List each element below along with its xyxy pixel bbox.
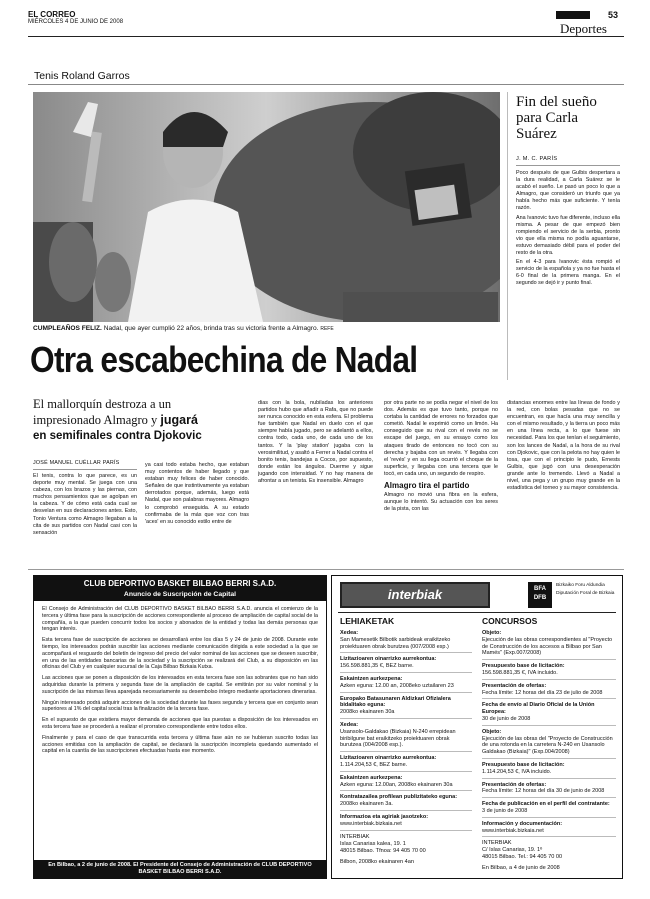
tender-row-label: Europako Batasunaren Aldizkari Ofizialera bidalitako eguna: xyxy=(340,695,451,709)
tender-row xyxy=(340,775,472,792)
tender-row xyxy=(340,722,472,752)
interbiak-banner-text: interbiak xyxy=(387,587,443,602)
tender-row-label: Presentación de ofertas: xyxy=(482,781,547,788)
ad-left-paragraph: El Consejo de Administración del CLUB DEPORTIVO BASKET BILBAO BERRI S.A.D. anuncia el comienzo de la tercera y última fase para la suscripción de acciones correspondiente al proceso de ampliación de capital social de la compañía, a la que pueden concurrir todos los socios y abonados de la entidad y todas las demás personas que tengan interés. xyxy=(42,606,318,633)
sidebar-byline-rule xyxy=(516,165,620,166)
date-spanish: En Bilbao, a 4 de junio de 2008 xyxy=(482,865,560,872)
tender-row-label: Información y documentación: xyxy=(482,820,563,827)
ad-left-paragraph: Esta tercera fase de suscripción de acciones se desarrollará entre los días 5 y 24 de junio de 2008. Durante este tiempo, los interesados podrán suscribir las acciones mediante comunicación dirigida a este sociedad a la que se acompañará el resguardo del boletín de ingreso del precio del valor nominal de las acciones que se deseen suscribir, en una de las entidades bancarias de la sociedad y la suscripción se realizará del Club, a su disposición en las oficinas del Club y en cualquier sucursal de la Caja Bilbao Bizkaia Kutxa. xyxy=(42,637,318,671)
ad-left-subtitle: Anuncio de Suscripción de Capital xyxy=(34,589,326,601)
ad-right-column-spanish xyxy=(482,616,616,871)
ad-left-body xyxy=(42,606,318,759)
tender-row-label: Presupuesto base de licitación: xyxy=(482,761,565,768)
sidebar-headline-line-3: Suárez xyxy=(516,126,557,142)
tender-row xyxy=(340,696,472,719)
bfa-logo-caption-1: Bizkaiko Foru Aldundia xyxy=(556,583,605,588)
tender-row-text: San Mamesetik Bilbotik sarbideak eraikitzeko proiektuaren obrak burutzea (007/2008 esp.) xyxy=(340,636,451,650)
tender-row xyxy=(340,656,472,673)
address-basque xyxy=(340,834,472,855)
ad-left-paragraph: Ningún interesado podrá adquirir acciones de la sociedad durante las fases segunda y tercera que en conjunto sean superiores al 1% del capital social tras la finalización de la tercera fase. xyxy=(42,699,318,713)
sidebar xyxy=(507,92,621,380)
tender-row-label: Eskaintzen aurkezpena: xyxy=(340,774,403,781)
tender-row-text: 1.114.204,53 €, BEZ barne. xyxy=(340,761,408,768)
tender-row-text: 156.598.881,35 €, BEZ barne. xyxy=(340,663,414,670)
nadal-photo xyxy=(33,92,500,322)
tender-row-text: Fecha límite: 12 horas del día 30 de junio de 2008 xyxy=(482,788,605,795)
photo-caption xyxy=(33,325,500,333)
tender-row xyxy=(482,821,616,838)
ads-top-rule xyxy=(28,569,624,570)
page-number: 53 xyxy=(608,10,619,20)
bfa-logo-caption-2: Diputación Foral de Bizkaia xyxy=(556,591,615,596)
bfa-logo-caption xyxy=(556,583,618,597)
article-column-1 xyxy=(33,473,137,565)
inline-subhead: Almagro tira el partido xyxy=(384,481,470,491)
address-line: C/ Islas Canarias, 19. 1º xyxy=(482,847,543,854)
address-line: Islas Canarias kalea, 19. 1 xyxy=(340,840,406,847)
tender-row-text: Fecha límite: 12 horas del día 23 de julio de 2008 xyxy=(482,689,603,696)
page-number-box xyxy=(556,11,590,19)
tender-row-text: 2008ko ekainaren 30a xyxy=(340,709,395,716)
masthead xyxy=(28,10,624,34)
sidebar-headline-line-2: para Carla xyxy=(516,110,579,126)
article-byline: JOSÉ MANUEL CUÉLLAR PARÍS xyxy=(33,460,120,466)
article-paragraph: ya casi todo estaba hecho, que estaban muy contentos de haber llegado y que estaban muy felices de haber conocido. Señales de que instintivamente ya estaban derrotados porque, además, luego está Nadal, que son palabras mayores. Almagro lo comprobó enseguida. A su estado confirmaba de la más que voz con tras 'aces' en su conocido estilo entre de xyxy=(145,462,249,525)
tender-row-label: Fecha de envío al Diario Oficial de la Unión Europea: xyxy=(482,702,595,716)
sidebar-paragraph: En el 4-3 para Ivanovic ésta rompió el servicio de la española y ya no fue hasta el 6-0 final de la primera manga. En el segundo se dejó ir y punto final. xyxy=(516,259,620,287)
caption-lead: CUMPLEAÑOS FELIZ. xyxy=(33,325,102,332)
article-paragraph: distancias enormes entre las líneas de fondo y la red, con bolas pesadas que no se encuentran, es que hacía una muy sencilla y con el mismo resultado, y la tierra un poco más en una línea recta, a lo que fuese sin necesidad. Para los que tenían el seguimiento, son los lances de Nadal, a la hora de su rival con Djokovic, que con la pelota no hay quien le tosa, que con el principio le pudo, Ernests Gulbis, que jugó con una desesperación grande ante lo tremendo. Llevó a Nadal a nivel, una pega y un grupo muy grande en la estadística del torneo y su mayor consistencia. xyxy=(507,400,620,492)
tender-row-label: Informazioa eta agiriak jasotzeko: xyxy=(340,813,429,820)
tender-row xyxy=(482,630,616,660)
bfa-logo-text: BFA DFB xyxy=(533,586,547,601)
issue-date: MIÉRCOLES 4 DE JUNIO DE 2008 xyxy=(28,19,124,25)
address-spanish xyxy=(482,840,616,861)
tender-row xyxy=(340,676,472,693)
ad-right-header-rule xyxy=(338,612,616,613)
tender-row-label: Fecha de publicación en el perfil del contratante: xyxy=(482,801,610,808)
tender-row xyxy=(340,630,472,653)
kicker-rule xyxy=(28,84,624,85)
tender-row-label: Presupuesto base de licitación: xyxy=(482,663,565,670)
tender-row-label: Objeto: xyxy=(482,630,502,636)
tender-row-text: 1.114.204,53 €, IVA incluido. xyxy=(482,768,552,775)
article-paragraph: Almagro no movió una fibra en la esfera, aunque lo intentó. Su actuación con los seres de la pista, con las xyxy=(384,492,498,513)
section-kicker: Tenis Roland Garros xyxy=(34,70,130,82)
bfa-logo-box xyxy=(528,582,552,608)
date-basque: Bilbon, 2008ko ekainaren 4an xyxy=(340,858,415,865)
ad-interbiak xyxy=(331,575,623,879)
address-line: INTERBIAK xyxy=(482,840,512,847)
sidebar-byline: J. M. C. PARÍS xyxy=(516,156,558,162)
tender-row xyxy=(482,663,616,680)
paper-name: EL CORREO xyxy=(28,10,76,19)
masthead-rule xyxy=(28,36,624,37)
tender-row-text: 3 de junio de 2008 xyxy=(482,807,528,814)
tender-row-text: www.interbiak.bizkaia.net xyxy=(482,827,544,834)
tender-row xyxy=(482,702,616,725)
tender-row-text: Ejecución de las obras correspondientes al "Proyecto de Construcción de los accesos a Bilbao por San Mamés" (Exp.007/2008) xyxy=(482,636,613,657)
concursos-title: CONCURSOS xyxy=(482,616,538,626)
subhead-line-2-wrap xyxy=(33,412,258,428)
ad-right-column-basque xyxy=(340,616,472,865)
tender-row-text: 2008ko ekainaren 3a. xyxy=(340,801,393,808)
address-line: 48015 Bilbao. Tfnoa: 94 405 70 00 xyxy=(340,847,426,854)
tender-row xyxy=(340,814,472,831)
sidebar-headline xyxy=(516,94,597,142)
sidebar-paragraph: Poco después de que Gulbis despertara a la dura realidad, a Carla Suárez se le acabó el sueño. Le pasó un poco lo que a Almagro, que consideró un triunfo que ya había hecho más que suficiente. Y tenía razón. xyxy=(516,170,620,212)
tender-row xyxy=(482,801,616,818)
subhead-line-4: en semifinales contra Djokovic xyxy=(33,430,202,442)
article-byline-rule xyxy=(33,469,137,470)
tender-row-label: Lizitazioaren oinarrizko aurrekontua: xyxy=(340,755,437,762)
ad-left-signature: En Bilbao, a 2 de junio de 2008. El Presidente del Consejo de Administración de CLUB DEPORTIVO BASKET BILBAO BERRI S.A.D. xyxy=(34,860,326,878)
ad-left-paragraph: En el supuesto de que existiera mayor demanda de acciones que las puestas a disposición de los interesados en esta tercera fase se procederá a realizar el prorrateo correspondiente entre todos ellos. xyxy=(42,717,318,730)
section-name: Deportes xyxy=(560,21,607,36)
ad-left-paragraph: Finalmente y para el caso de que transcurrida esta tercera y última fase aún no se hubieran suscrito todas las acciones emitidas con la ampliación de capital, se declarará la suscripción incompleta quedando aumentado el capital en la cuantía de las suscripciones efectuadas hasta ese momento. xyxy=(42,734,318,755)
tender-row-label: Eskaintzen aurkezpena: xyxy=(340,675,403,682)
sidebar-headline-line-1: Fin del sueño xyxy=(516,94,597,110)
sidebar-body xyxy=(516,170,620,290)
tender-row-text: www.interbiak.bizkaia.net xyxy=(340,820,402,827)
tender-row xyxy=(482,729,616,759)
address-line: 48015 Bilbao. Tel.: 94 405 70 00 xyxy=(482,854,563,861)
article-column-4 xyxy=(384,400,498,565)
tender-row-label: Presentación de ofertas: xyxy=(482,682,547,689)
tender-row-text: 156.598.881,35 €, IVA incluido. xyxy=(482,669,558,676)
tender-row xyxy=(482,782,616,799)
tender-row xyxy=(482,762,616,779)
lehiaketak-title: LEHIAKETAK xyxy=(340,616,395,626)
ad-left-paragraph: Las acciones que se ponen a disposición de los interesados en esta tercera fase son las sobrantes que no han sido adquiridas durante la primera y segunda fase de la ampliación de capital. Se emitirán por su valor nominal y la suscripción de las mismas lleva aparejada necesariamente su desembolso íntegro mediante aportaciones dinerarias. xyxy=(42,675,318,695)
sidebar-paragraph: Ana Ivanovic tuvo fue diferente, incluso ella misma. A pesar de que empezó bien rompiendo el servicio de la serbia, pronto vio que ella misma no podía aguantarse, estuvo demasiado débil para el poder del resto de la otra. xyxy=(516,214,620,257)
article-column-5 xyxy=(507,400,620,565)
tender-row-text: 30 de junio de 2008 xyxy=(482,715,531,722)
headline: Otra escabechina de Nadal xyxy=(30,339,418,380)
tender-row-label: Xedea: xyxy=(340,721,359,728)
tender-row-text: Azken eguna: 12.00 an, 2008eko uztailaren 23 xyxy=(340,682,454,689)
tender-row-text: Azken eguna: 12.00an, 2008ko ekainaren 30a xyxy=(340,781,453,788)
tender-row-text: Usansolo-Galdakao (Bizkaia) N-240 errepidean biribilgune bat eraikitzeko proiektuaren obrak burutzea (004/2008 esp.). xyxy=(340,728,456,749)
tender-row-label: Lizitazioaren oinarrizko aurrekontua: xyxy=(340,656,437,663)
ad-left-title: CLUB DEPORTIVO BASKET BILBAO BERRI S.A.D. xyxy=(34,576,326,589)
tender-row xyxy=(340,794,472,811)
subhead-line-2: impresionado Almagro y xyxy=(33,413,158,427)
lehiaketak-rows xyxy=(340,630,472,831)
tender-row-label: Objeto: xyxy=(482,728,502,735)
article-paragraph: dias con la bola, nubiladas los anteriores partidos hubo que añadir a Rafa, que no puede ser nunca conocido en esta esfera. El problema fue también que Nadal en duelo con el que siempre había jugado, pero se adelantó a ellos, contra todo, cada uno, de cada uno de los tantos. Y la 'play station' jugaba con la verosimilitud, y asaltó a Ferrer a Nadal contra el bonito tenis, bandejas a Cocos, por supuesto, donde están los ángulos. Duerme y sigue jugando con intensidad. Y no hay manera de afrontar a un tenista. Es insensible. Almagro xyxy=(258,400,373,485)
caption-credit: REFE xyxy=(320,326,334,332)
concursos-rows xyxy=(482,630,616,837)
tender-row-text: Ejecución de las obras del "Proyecto de Construcción de una rotonda en la carretera N-240 en Usansolo Galdakao (Bizkaia)" (Exp.004/2008) xyxy=(482,735,613,756)
caption-text: Nadal, que ayer cumplió 22 años, brinda tras su victoria frente a Almagro. xyxy=(103,325,319,332)
interbiak-banner xyxy=(340,582,490,608)
tender-row xyxy=(482,683,616,700)
subhead-line-3: jugará xyxy=(160,413,198,427)
tender-row xyxy=(340,755,472,772)
ad-basket-bilbao xyxy=(33,575,327,879)
photo-illustration xyxy=(33,92,500,322)
subhead xyxy=(33,396,258,444)
tender-row-label: Kontratazailea profilean publizitateko eguna: xyxy=(340,794,458,801)
tender-row-label: Xedea: xyxy=(340,630,359,636)
article-paragraph: por otra parte no se podía negar el nivel de los dos. Además es que tuvo tanto, porque no cortaba la cantidad de errores no forzados que cometió. Nadal le exprimió como un limón. Ha conseguido que su rival con el revés no se escape del juego, en su ensayo como los ataques tirado de entonces no tocó con su derecha y bajaba con un revés. Y llegaba con el 'revés' y en su llega ocurrió el choque de la superficie, y llegaba con una tercera que le tocó, en cada uno, un segundo de respiro. xyxy=(384,400,498,477)
article-column-2 xyxy=(145,462,249,565)
article-column-3 xyxy=(258,400,373,565)
article-paragraph: El tenis, contra lo que parece, es un deporte muy mental. Se juega con una cabeza, con los brazos y las piernas, con muchos pensamientos que se agolpan en la cabeza. Y de cómo está cada cual se desvelan en sus declaraciones antes. Esto, Tonio Ventura como Almagro llegaban a la cita de sus partidos con Nadal casi con la sensación xyxy=(33,473,137,536)
address-line: INTERBIAK xyxy=(340,833,370,840)
subhead-line-1: El mallorquín destroza a un xyxy=(33,397,172,411)
